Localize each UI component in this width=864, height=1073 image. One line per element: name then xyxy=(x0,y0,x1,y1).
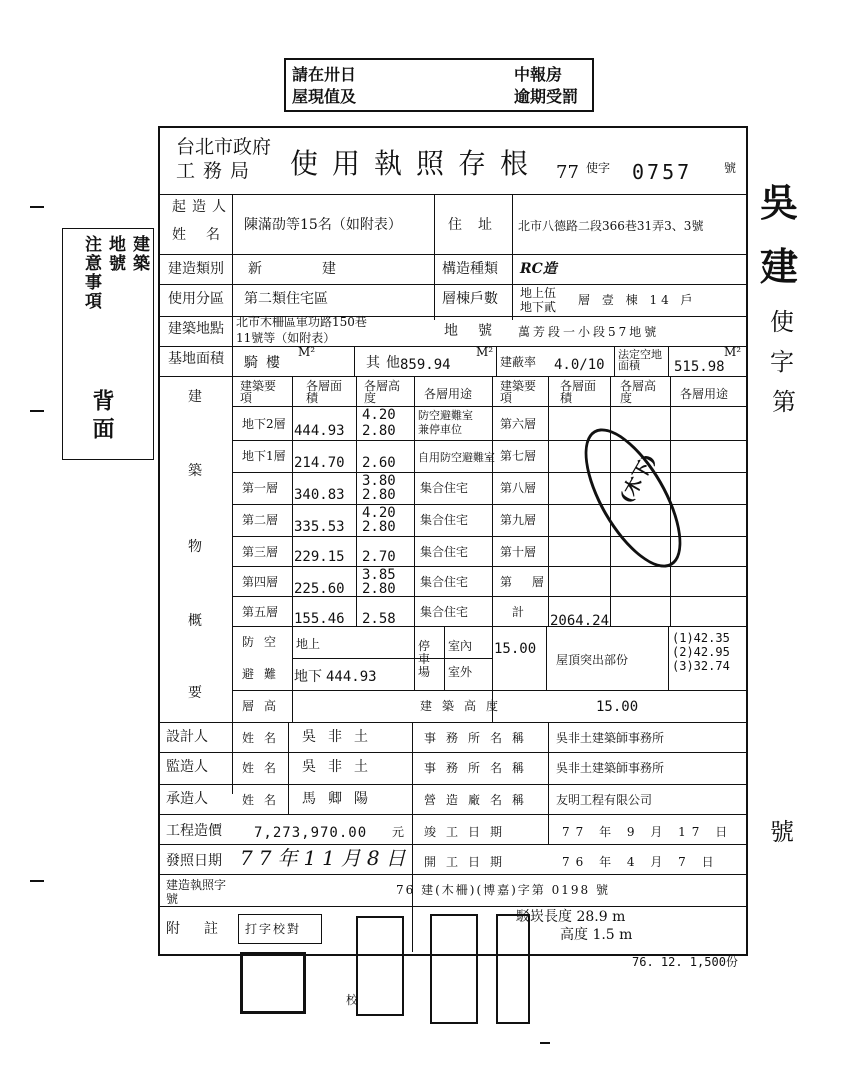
proofread-label: 打字校對 xyxy=(245,922,302,936)
approval-stamp-text: (木下) xyxy=(615,450,661,507)
lot-label: 地號 xyxy=(444,323,512,339)
completion-date: 77 年 9 月 17 日 xyxy=(562,825,734,839)
owner-name-label: 姓名 xyxy=(172,227,240,243)
coverage-label: 建蔽率 xyxy=(500,355,537,369)
floor-use: 集合住宅 xyxy=(420,481,469,495)
lot-value: 萬芳段一小段57地號 xyxy=(518,325,660,339)
building-label-2: 築 xyxy=(188,463,202,479)
parking-label: 停車場 xyxy=(418,639,431,680)
total-area: 2064.24 xyxy=(550,613,610,629)
shelter-above-label: 地上 xyxy=(296,637,321,651)
floor-area: 335.53 xyxy=(294,519,345,535)
signature-stamp xyxy=(356,916,404,1016)
proofread-box xyxy=(238,914,322,944)
roof-value-1: (1)42.35 xyxy=(672,631,730,645)
floor-height-top: 4.20 xyxy=(362,505,396,521)
supervisor-name: 吳非土 xyxy=(302,759,380,775)
zone-label: 使用分區 xyxy=(168,291,224,307)
col-area-label: 各層面積 xyxy=(306,379,343,405)
right-stamp: 吳 xyxy=(760,180,799,225)
supervisor-name-label: 姓名 xyxy=(242,761,287,775)
shelter-label-1: 防空 xyxy=(242,635,287,649)
notice-line2-tail: 逾期受罰 xyxy=(514,87,579,106)
supervisor-label: 監造人 xyxy=(166,759,208,775)
note-label: 附註 xyxy=(166,921,242,937)
building-height-value: 15.00 xyxy=(596,699,639,715)
build-type-label: 建造類別 xyxy=(168,261,224,277)
floor-use: 防空避難室 xyxy=(418,409,473,422)
designer-name-label: 姓名 xyxy=(242,731,287,745)
floors-count-label: 層棟戶數 xyxy=(442,291,498,307)
col-use-label: 各層用途 xyxy=(424,387,473,401)
unit-m2: M² xyxy=(476,345,494,359)
roof-value-2: (2)42.95 xyxy=(672,645,730,659)
notice-line1: 請在卅日 xyxy=(292,65,357,84)
floor-height-top: 3.80 xyxy=(362,473,396,489)
notice-line2: 屋現值及 xyxy=(292,87,357,106)
seal-stamp xyxy=(240,952,306,1014)
contractor-office: 友明工程有限公司 xyxy=(556,793,653,807)
floor-height: 2.80 xyxy=(362,487,396,503)
veranda-label: 騎樓 xyxy=(244,355,288,371)
floor-use: 集合住宅 xyxy=(420,513,469,527)
col-height-label: 各層高度 xyxy=(364,379,401,405)
header-title: 使用執照存根 xyxy=(290,147,543,180)
shelter-below-value: 444.93 xyxy=(326,669,377,685)
floor-name: 第五層 xyxy=(242,605,279,619)
designer-office-label: 事務所名稱 xyxy=(424,731,535,745)
floor-area: 155.46 xyxy=(294,611,345,627)
structure-label: 構造種類 xyxy=(442,261,498,277)
structure-value: RC造 xyxy=(520,261,557,277)
header-city: 台北市政府 xyxy=(176,136,272,158)
unit-m2: M² xyxy=(724,345,742,359)
margin-mark xyxy=(30,206,44,208)
site-label: 建築地點 xyxy=(168,321,224,337)
shelter-label-2: 避難 xyxy=(242,667,287,681)
parking-indoor: 室內 xyxy=(448,639,473,653)
col-item-label: 建築要項 xyxy=(240,379,277,405)
retaining-wall-length: 駁崁長度 28.9 m xyxy=(516,909,626,925)
floor-name-right: 第九層 xyxy=(500,513,537,527)
print-info: 76. 12. 1,500份 xyxy=(632,955,738,969)
notice-line1-tail: 中報房 xyxy=(514,65,563,84)
seal-label: 校 xyxy=(346,993,359,1007)
supervisor-office-label: 事務所名稱 xyxy=(424,761,535,775)
permit-suffix: 號 xyxy=(724,161,737,175)
floor-name: 第四層 xyxy=(242,575,279,589)
building-height-label: 建築高度 xyxy=(420,699,509,713)
designer-label: 設計人 xyxy=(166,729,208,745)
top-notice xyxy=(284,58,594,112)
floor-area: 340.83 xyxy=(294,487,345,503)
floor-name-right: 第 層 xyxy=(500,575,552,589)
permit-year: 77 xyxy=(556,162,579,183)
other-value: 859.94 xyxy=(400,357,451,373)
left-notice-back: 背面 xyxy=(89,389,115,445)
left-notice-col2: 地號 xyxy=(105,235,125,273)
address-value: 北市八德路二段366巷31弄3、3號 xyxy=(518,219,704,233)
col-item-label-2: 建築要項 xyxy=(500,379,537,405)
contractor-name: 馬卿陽 xyxy=(302,791,380,807)
floor-area: 214.70 xyxy=(294,455,345,471)
floor-use-2: 兼停車位 xyxy=(418,423,462,436)
floors-summary: 層 壹 棟 14 戶 xyxy=(578,293,697,307)
building-label-3: 物 xyxy=(188,539,202,555)
contractor-office-label: 營造廠名稱 xyxy=(424,793,535,807)
floor-name: 地下1層 xyxy=(242,449,286,463)
cost-value: 7,273,970.00 xyxy=(254,825,368,841)
other-label: 其他 xyxy=(366,355,406,371)
permit-number: 0757 xyxy=(632,160,693,184)
owner-label: 起造人 xyxy=(172,199,232,215)
building-label-4: 概 xyxy=(188,613,202,629)
contractor-name-label: 姓名 xyxy=(242,793,287,807)
floor-height: 2.60 xyxy=(362,455,396,471)
floor-height: 2.58 xyxy=(362,611,396,627)
floor-name-right: 第六層 xyxy=(500,417,537,431)
right-stamp: 字 xyxy=(770,348,794,376)
supervisor-office: 吳非土建築師事務所 xyxy=(556,761,665,775)
issue-date-value: 77年11月8日 xyxy=(240,846,412,870)
start-date: 76 年 4 月 7 日 xyxy=(562,855,720,869)
floor-use: 集合住宅 xyxy=(420,545,469,559)
parking-indoor-value: 15.00 xyxy=(494,641,537,657)
floor-name-right: 第八層 xyxy=(500,481,537,495)
right-stamp: 建 xyxy=(760,244,799,289)
floor-area: 229.15 xyxy=(294,549,345,565)
floors-above: 地上伍 xyxy=(520,286,557,300)
floor-use: 集合住宅 xyxy=(420,575,469,589)
site-value-2: 11號等（如附表） xyxy=(236,331,336,345)
floor-height-top: 3.85 xyxy=(362,567,396,583)
legal-open-value: 515.98 xyxy=(674,359,725,375)
floor-height: 2.70 xyxy=(362,549,396,565)
permit-prefix: 使字 xyxy=(586,161,611,175)
coverage-value: 4.0/10 xyxy=(554,357,605,373)
floor-use: 自用防空避難室 xyxy=(418,451,495,464)
col-use-label-2: 各層用途 xyxy=(680,387,729,401)
contractor-label: 承造人 xyxy=(166,791,208,807)
floor-height: 2.80 xyxy=(362,423,396,439)
floor-name: 第二層 xyxy=(242,513,279,527)
owner-value: 陳滿劭等15名（如附表） xyxy=(244,217,402,233)
floor-name-right: 第七層 xyxy=(500,449,537,463)
issue-date-label: 發照日期 xyxy=(166,853,222,869)
floor-name-right: 第十層 xyxy=(500,545,537,559)
site-value-1: 北市木柵區軍功路150巷 xyxy=(236,315,367,329)
build-type-value: 新建 xyxy=(248,261,396,277)
right-stamp: 使 xyxy=(770,308,794,336)
storey-height-label: 層高 xyxy=(242,699,287,713)
parking-outdoor: 室外 xyxy=(448,665,473,679)
floor-area: 225.60 xyxy=(294,581,345,597)
shelter-below: 地下 xyxy=(294,669,322,685)
designer-office: 吳非土建築師事務所 xyxy=(556,731,665,745)
col-height-label-2: 各層高度 xyxy=(620,379,657,405)
left-notice-col1: 建築 xyxy=(129,235,149,273)
left-notice xyxy=(62,228,154,460)
floor-height: 2.80 xyxy=(362,519,396,535)
col-area-label-2: 各層面積 xyxy=(560,379,597,405)
floor-name: 地下2層 xyxy=(242,417,286,431)
floor-use: 集合住宅 xyxy=(420,605,469,619)
cost-label: 工程造價 xyxy=(166,823,222,839)
floor-name: 第三層 xyxy=(242,545,279,559)
header-bureau: 工務局 xyxy=(176,160,258,182)
signature-stamp xyxy=(496,914,530,1024)
right-stamp: 第 xyxy=(772,388,796,416)
zone-value: 第二類住宅區 xyxy=(244,291,328,307)
address-label: 住址 xyxy=(448,217,508,233)
floor-name: 第一層 xyxy=(242,481,279,495)
building-label-5: 要 xyxy=(188,685,202,701)
start-date-label: 開工日期 xyxy=(424,855,513,869)
site-area-label: 基地面積 xyxy=(168,351,224,367)
unit-m2: M² xyxy=(298,345,316,359)
margin-mark xyxy=(540,1042,550,1044)
left-notice-col3: 注意事項 xyxy=(81,235,101,311)
floor-height-top: 4.20 xyxy=(362,407,396,423)
cost-unit: 元 xyxy=(392,825,405,839)
right-stamp: 號 xyxy=(770,818,794,846)
signature-stamp xyxy=(430,914,478,1024)
roof-label: 屋頂突出部份 xyxy=(556,653,629,667)
margin-mark xyxy=(30,410,44,412)
permit-number-value: 76 建(木柵)(博嘉)字第 0198 號 xyxy=(396,883,610,897)
total-label: 計 xyxy=(512,605,525,619)
building-label-1: 建 xyxy=(188,389,202,405)
designer-name: 吳非土 xyxy=(302,729,380,745)
roof-value-3: (3)32.74 xyxy=(672,659,730,673)
floors-below: 地下貳 xyxy=(520,300,557,314)
floor-area: 444.93 xyxy=(294,423,345,439)
permit-number-label: 建造執照字號 xyxy=(166,878,227,907)
completion-label: 竣工日期 xyxy=(424,825,513,839)
margin-mark xyxy=(30,880,44,882)
legal-open-label: 法定空地面積 xyxy=(618,348,662,372)
floor-height: 2.80 xyxy=(362,581,396,597)
retaining-wall-height: 高度 1.5 m xyxy=(560,927,633,943)
